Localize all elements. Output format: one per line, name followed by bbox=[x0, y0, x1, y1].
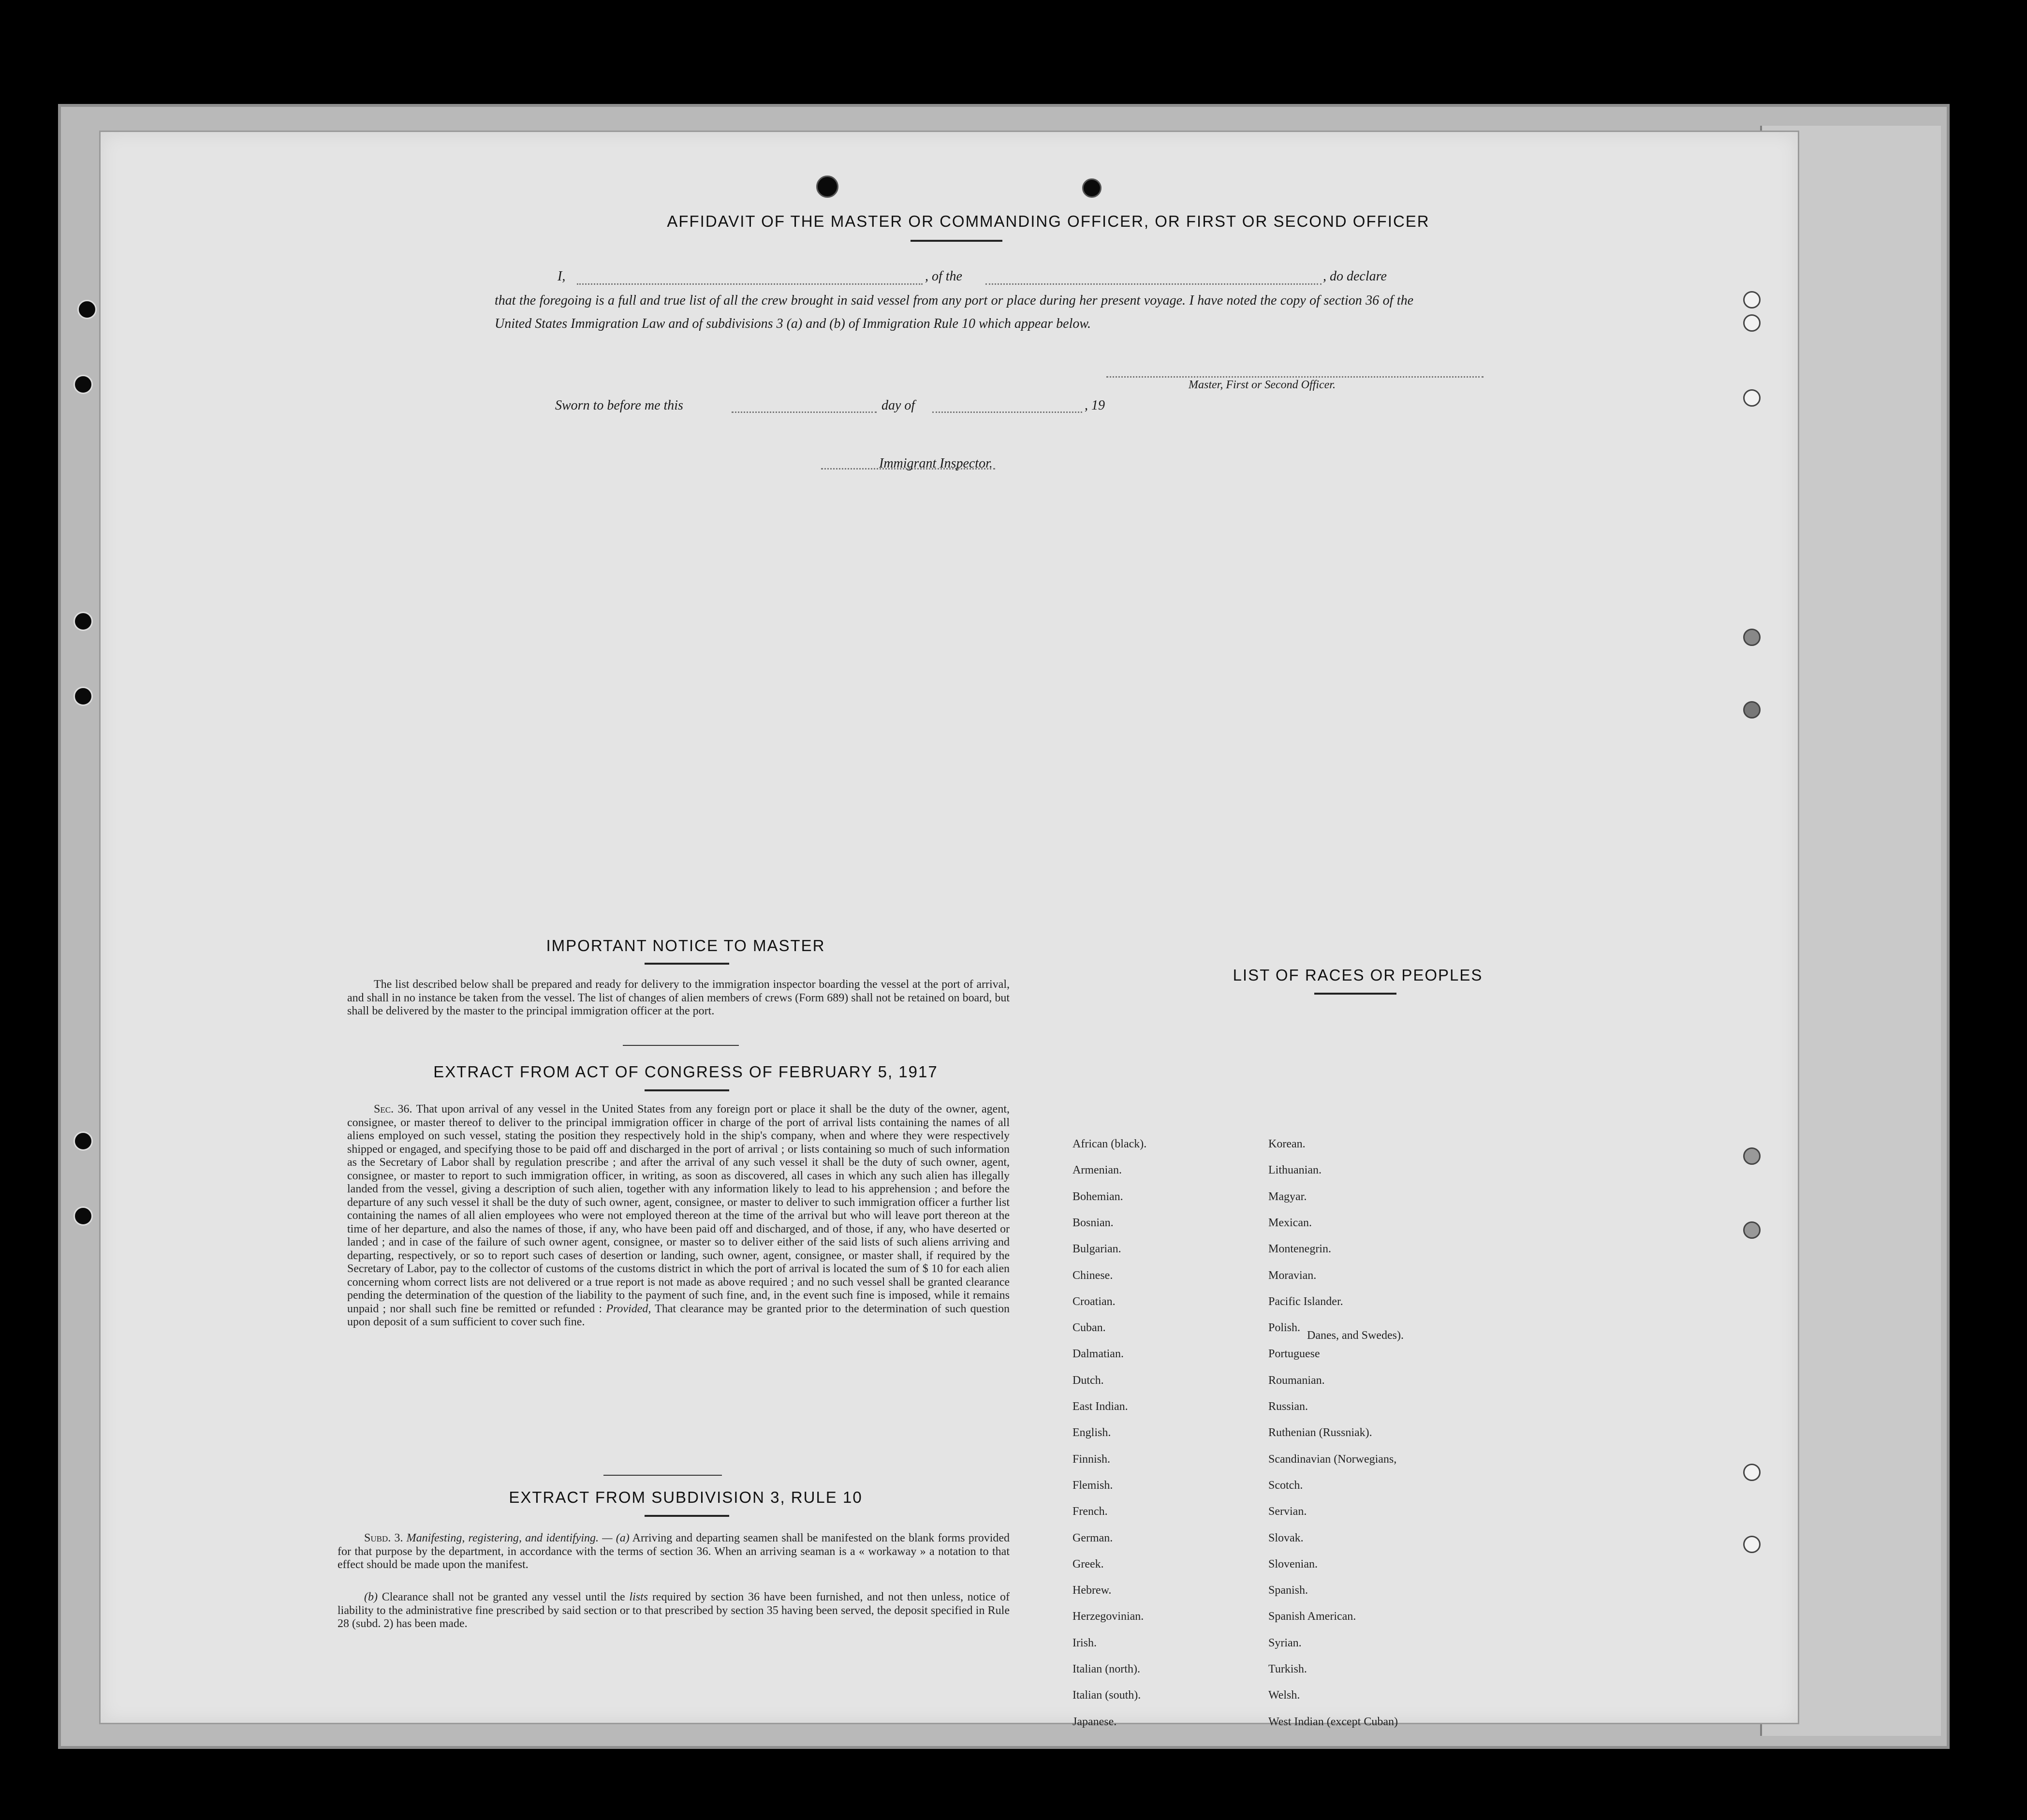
race-item: English. bbox=[1072, 1426, 1111, 1439]
binder-ring bbox=[1743, 1464, 1761, 1481]
rule-title: EXTRACT FROM SUBDIVISION 3, RULE 10 bbox=[509, 1488, 863, 1506]
race-item: Italian (south). bbox=[1072, 1689, 1141, 1702]
affidavit-do-declare-label: , do declare bbox=[1323, 269, 1387, 284]
race-item: Flemish. bbox=[1072, 1479, 1113, 1492]
signature-line bbox=[1106, 376, 1484, 378]
binder-ring bbox=[1743, 291, 1761, 308]
rule-body bbox=[338, 1532, 1010, 1572]
act-body-text-b: That clearance may be granted prior to the determination of such question upon deposit of a sum sufficient to cover such fine. bbox=[347, 1302, 1010, 1328]
binder-ring bbox=[1743, 1147, 1761, 1165]
race-item: Lithuanian. bbox=[1268, 1164, 1322, 1177]
race-item: Chinese. bbox=[1072, 1269, 1113, 1282]
race-item: Montenegrin. bbox=[1268, 1243, 1331, 1256]
binder-hole-left bbox=[73, 375, 93, 394]
rule-body-text-a: Arriving and departing seamen shall be manifested on the blank forms provided for that purpose by the department, in accordance with the terms of section 36. When an arriving seaman is a « workaway » a notation to that effect should be made upon the manifest. bbox=[338, 1532, 1010, 1571]
race-item: Servian. bbox=[1268, 1505, 1307, 1518]
race-item: Herzegovinian. bbox=[1072, 1610, 1144, 1623]
affidavit-of-the-label: , of the bbox=[925, 269, 962, 284]
race-item: Bosnian. bbox=[1072, 1216, 1114, 1229]
race-item: Bulgarian. bbox=[1072, 1243, 1121, 1256]
rule-b-label: (b) bbox=[364, 1591, 378, 1603]
races-title: LIST OF RACES OR PEOPLES bbox=[1233, 966, 1483, 984]
race-item: Moravian. bbox=[1268, 1269, 1317, 1282]
races-title-underline bbox=[1314, 993, 1396, 995]
binder-hole-left bbox=[77, 300, 97, 319]
race-item: French. bbox=[1072, 1505, 1108, 1518]
race-item: African (black). bbox=[1072, 1138, 1147, 1150]
rule-subd-label: Subd. 3. bbox=[364, 1532, 403, 1544]
sworn-label: Sworn to before me this bbox=[555, 398, 683, 413]
act-title-underline bbox=[645, 1089, 729, 1091]
race-item: Italian (north). bbox=[1072, 1663, 1140, 1675]
binder-ring bbox=[1743, 701, 1761, 719]
act-divider bbox=[603, 1475, 722, 1476]
race-item: German. bbox=[1072, 1531, 1113, 1544]
inspector-label: Immigrant Inspector. bbox=[879, 456, 993, 471]
race-item: Dutch. bbox=[1072, 1374, 1104, 1387]
race-item: Roumanian. bbox=[1268, 1374, 1325, 1387]
race-item: Bohemian. bbox=[1072, 1190, 1123, 1203]
act-provided-label: Provided, bbox=[606, 1302, 651, 1315]
notice-title-underline bbox=[645, 963, 729, 965]
race-item: Japanese. bbox=[1072, 1715, 1117, 1728]
race-item: Spanish American. bbox=[1268, 1610, 1356, 1623]
race-item: Finnish. bbox=[1072, 1453, 1111, 1466]
race-item: Greek. bbox=[1072, 1557, 1104, 1570]
rule-subd-title: Manifesting, registering, and identifying. — (a) bbox=[406, 1532, 630, 1544]
affidavit-body: that the foregoing is a full and true list of all the crew brought in said vessel from any port or place during her present voyage. I have noted the copy of section 36 of the United States Immigration Law and of subdivisions 3 (a) and (b) of Immigration Rule 10 which appear below. bbox=[495, 293, 1413, 331]
year-label: , 19 bbox=[1085, 398, 1105, 413]
binder-hole-left bbox=[73, 1206, 93, 1226]
affidavit-i-label: I, bbox=[558, 269, 566, 284]
race-item: Cuban. bbox=[1072, 1321, 1106, 1335]
race-item: Croatian. bbox=[1072, 1295, 1116, 1308]
race-item: Irish. bbox=[1072, 1636, 1097, 1649]
rule-body-b bbox=[338, 1591, 1010, 1631]
race-item: Russian. bbox=[1268, 1400, 1308, 1413]
race-item: East Indian. bbox=[1072, 1400, 1128, 1413]
act-title: EXTRACT FROM ACT OF CONGRESS OF FEBRUARY 5, 1917 bbox=[433, 1063, 938, 1081]
binder-ring bbox=[1743, 1221, 1761, 1239]
sworn-month-line bbox=[932, 411, 1082, 413]
race-item: Slovak. bbox=[1268, 1531, 1304, 1544]
act-body bbox=[347, 1103, 1010, 1329]
race-item: Korean. bbox=[1268, 1138, 1306, 1150]
race-item: Scotch. bbox=[1268, 1479, 1303, 1492]
binder-hole-left bbox=[73, 1131, 93, 1151]
race-item: Turkish. bbox=[1268, 1663, 1307, 1675]
race-item: Welsh. bbox=[1268, 1689, 1300, 1702]
affidavit-name-line bbox=[577, 283, 923, 285]
binder-ring bbox=[1743, 629, 1761, 646]
binder-ring bbox=[1743, 1536, 1761, 1553]
act-sec-label: Sec. 36. bbox=[374, 1103, 412, 1115]
race-item: Portuguese bbox=[1268, 1348, 1320, 1361]
race-item: Pacific Islander. bbox=[1268, 1295, 1343, 1308]
binder-hole-left bbox=[73, 687, 93, 706]
affidavit-vessel-line bbox=[985, 283, 1322, 285]
race-item: Syrian. bbox=[1268, 1636, 1302, 1649]
notice-body bbox=[347, 978, 1010, 1018]
binder-ring bbox=[1743, 389, 1761, 407]
notice-divider bbox=[623, 1045, 739, 1046]
race-scandinavian-continued: Danes, and Swedes). bbox=[1307, 1329, 1404, 1342]
race-item: Mexican. bbox=[1268, 1216, 1312, 1229]
rule-title-underline bbox=[645, 1515, 729, 1517]
race-item: Hebrew. bbox=[1072, 1584, 1112, 1597]
punch-hole-top-left bbox=[816, 176, 838, 198]
race-item: Dalmatian. bbox=[1072, 1348, 1124, 1361]
race-item: Armenian. bbox=[1072, 1164, 1122, 1177]
notice-body-text: The list described below shall be prepared and ready for delivery to the immigration inspector boarding the vessel at the port of arrival, and shall in no instance be taken from the vessel. The list of changes of alien members of crews (Form 689) shall not be retained on board, but shall be delivered by the master to the principal immigration officer at the port. bbox=[347, 978, 1010, 1017]
binder-ring bbox=[1743, 314, 1761, 332]
race-item: West Indian (except Cuban) bbox=[1268, 1715, 1398, 1728]
race-item: Polish. bbox=[1268, 1321, 1301, 1335]
race-item: Magyar. bbox=[1268, 1190, 1307, 1203]
punch-hole-top-right bbox=[1082, 178, 1102, 198]
affidavit-title-underline bbox=[911, 240, 1002, 242]
day-of-label: day of bbox=[881, 398, 915, 413]
notice-title: IMPORTANT NOTICE TO MASTER bbox=[546, 937, 825, 954]
document-page bbox=[99, 131, 1799, 1728]
rule-lists-label: lists bbox=[629, 1591, 648, 1603]
affidavit-title: AFFIDAVIT OF THE MASTER OR COMMANDING OFFICER, OR FIRST OR SECOND OFFICER bbox=[667, 212, 1430, 230]
rule-body-text-b1: Clearance shall not be granted any vessel until the bbox=[382, 1591, 625, 1603]
binder-hole-left bbox=[73, 612, 93, 631]
rule-body-text-b2: required by section 36 have been furnished, and not then unless, notice of liability to the administrative fine prescribed by said section or to that prescribed by section 35 having been served, the deposit specified in Rule 28 (subd. 2) has been made. bbox=[338, 1591, 1010, 1630]
act-body-text-a: That upon arrival of any vessel in the United States from any foreign port or place it shall be the duty of the owner, agent, consignee, or master thereof to deliver to the principal immigration officer in charge of the port of arrival lists containing the names of all aliens employed on such vessel, stating the position they respectively hold in the ship's company, when and where they were respectively shipped or engaged, and specifying those to be paid off and discharged in the port of arrival ; or lists containing so much of such information as the Secretary of Labor shall by regulation prescribe ; and after the arrival of any such vessel it shall be the duty of such owner, agent, consignee, or master to report to such immigration officer, in writing, as soon as discovered, all cases in which any such alien has illegally landed from the vessel, giving a description of such alien, together with any information likely to lead to his apprehension ; and before the departure of any such vessel it shall be the duty of such owner, agent, consignee, or master to deliver to such immigration officer a further list containing the names of all alien employees who were not employed thereon at the time of the arrival but who will leave port thereon at the time of her departure, and also the names of those, if any, who have been paid off and discharged, and of those, if any, who have deserted or landed ; and in case of the failure of such owner agent, consignee, or master so to deliver either of the said lists of such aliens arriving and departing, respectively, or so to report such cases of desertion or landing, such owner, agent, consignee, or master shall, if required by the Secretary of Labor, pay to the collector of customs of the customs district in which the port of arrival is located the sum of $ 10 for each alien concerning whom correct lists are not delivered or a true report is not made as above required ; and no such vessel shall be granted clearance pending the determination of the question of the liability to the payment of such fine, and, in the event such fine is imposed, while it remains unpaid ; nor shall such fine be remitted or refunded : bbox=[347, 1103, 1010, 1315]
sworn-day-line bbox=[732, 411, 877, 413]
race-item: Scandinavian (Norwegians, bbox=[1268, 1453, 1397, 1466]
race-item: Slovenian. bbox=[1268, 1557, 1318, 1570]
signature-label: Master, First or Second Officer. bbox=[1189, 379, 1336, 391]
race-item: Ruthenian (Russniak). bbox=[1268, 1426, 1372, 1439]
race-item: Spanish. bbox=[1268, 1584, 1308, 1597]
